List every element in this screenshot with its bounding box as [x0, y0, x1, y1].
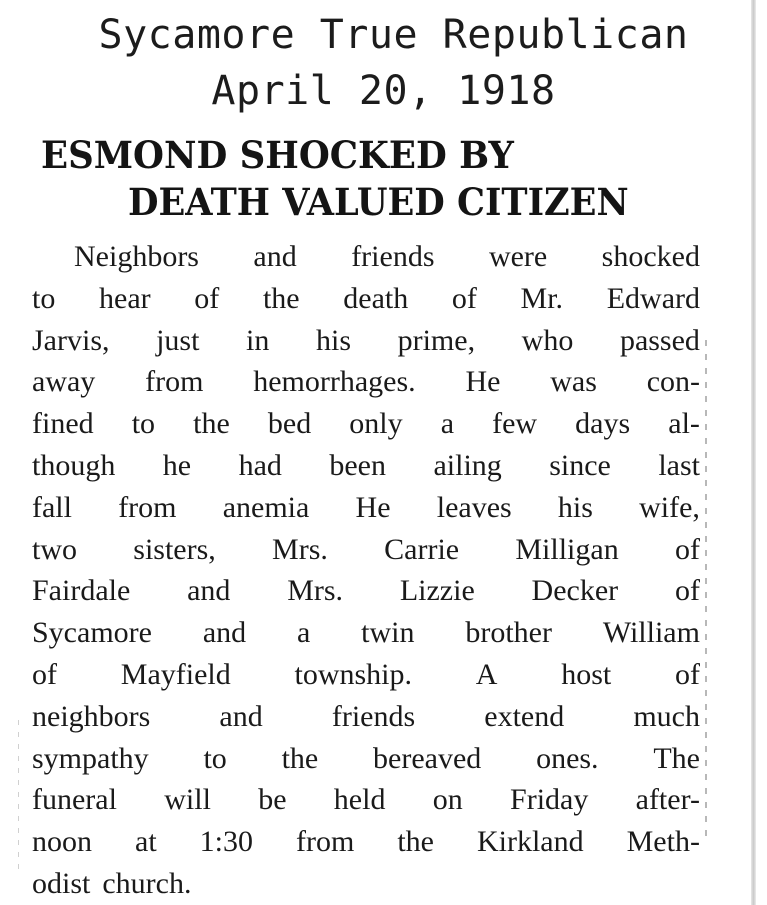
- article-word: anemia: [222, 490, 310, 524]
- column-edge: [705, 340, 707, 840]
- article-word: Fairdale: [32, 574, 131, 608]
- article-word: was: [550, 365, 597, 399]
- article-word: Kirkland: [476, 825, 584, 859]
- article-word: and: [202, 616, 247, 650]
- article-word: a: [440, 407, 455, 441]
- article-word: A: [475, 657, 498, 691]
- article-word: Neighbors: [74, 240, 199, 273]
- article-word: He: [355, 490, 391, 524]
- article-word: few: [492, 407, 538, 441]
- article-line: [32, 863, 700, 905]
- clipping-edge: [18, 720, 19, 870]
- article-word: his: [315, 323, 351, 357]
- article-word: township.: [294, 657, 413, 691]
- article-word: friends: [331, 699, 416, 733]
- article-word: 1:30: [199, 825, 253, 859]
- article-word: to: [32, 281, 56, 315]
- article-word: and: [187, 574, 231, 608]
- article-word: hemorrhages.: [253, 365, 416, 399]
- article-word: only: [349, 407, 403, 441]
- article-word: of: [194, 281, 220, 315]
- article-word: held: [333, 783, 386, 817]
- article-word: from: [145, 365, 204, 399]
- article-word: will: [164, 783, 211, 817]
- article-word: al-: [668, 407, 700, 441]
- article-word: He: [465, 365, 501, 399]
- article-word: extend: [484, 699, 565, 733]
- headline-line-2: DEATH VALUED CITIZEN: [128, 180, 629, 224]
- article-word: to: [203, 741, 227, 775]
- article-word: death: [343, 281, 409, 315]
- article-word: The: [653, 741, 700, 775]
- article-word: ailing: [433, 448, 502, 482]
- article-word: Lizzie: [399, 574, 475, 608]
- article-word: ones.: [536, 741, 599, 775]
- article-word: were: [488, 240, 548, 273]
- article-word: two: [32, 532, 77, 566]
- article-line: [32, 361, 700, 403]
- article-word: the: [281, 741, 319, 775]
- article-word: church.: [102, 866, 192, 900]
- article-word: bed: [267, 407, 312, 441]
- article-word: just: [156, 323, 200, 357]
- article-word: of: [32, 657, 57, 691]
- article-word: con-: [646, 365, 700, 399]
- article-word: of: [674, 574, 700, 608]
- article-word: in: [246, 323, 270, 357]
- article-word: leaves: [436, 490, 512, 524]
- article-word: be: [258, 783, 287, 817]
- article-word: days: [575, 407, 631, 441]
- headline-line-1: ESMOND SHOCKED BY: [41, 133, 514, 177]
- article-word: hear: [99, 281, 151, 315]
- publication-date: April 20, 1918: [211, 68, 556, 114]
- article-word: Meth-: [626, 825, 700, 859]
- article-word: Mrs.: [287, 574, 344, 608]
- article-word: since: [549, 448, 611, 482]
- article-line: [32, 236, 700, 278]
- article-word: neighbors: [32, 699, 151, 733]
- article-word: from: [118, 490, 177, 524]
- article-word: his: [557, 490, 593, 524]
- article-word: prime,: [397, 323, 476, 357]
- article-line: [32, 320, 700, 362]
- article-word: the: [262, 281, 300, 315]
- article-line: [32, 529, 700, 571]
- article-word: much: [633, 699, 700, 733]
- article-word: twin: [361, 616, 415, 650]
- article-word: host: [561, 657, 612, 691]
- article-word: a: [296, 616, 311, 650]
- article-body: [32, 236, 700, 905]
- article-word: of: [451, 281, 477, 315]
- article-word: and: [219, 699, 263, 733]
- article-line: [32, 654, 700, 696]
- article-word: bereaved: [373, 741, 482, 775]
- article-word: Edward: [606, 281, 700, 315]
- article-word: William: [602, 616, 700, 650]
- article-line: [32, 570, 700, 612]
- article-line: [32, 821, 700, 863]
- article-line: [32, 612, 700, 654]
- article-word: to: [131, 407, 156, 441]
- article-word: Mr.: [520, 281, 564, 315]
- article-word: Decker: [531, 574, 619, 608]
- article-word: the: [397, 825, 434, 859]
- article-word: after-: [635, 783, 700, 817]
- article-word: wife,: [639, 490, 700, 524]
- article-word: on: [432, 783, 463, 817]
- publication-name: Sycamore True Republican: [98, 12, 689, 58]
- article-line: [32, 487, 700, 529]
- article-word: friends: [351, 240, 435, 273]
- article-word: from: [296, 825, 355, 859]
- article-line: [32, 738, 700, 780]
- article-word: and: [253, 240, 297, 273]
- article-word: the: [193, 407, 230, 441]
- article-word: sisters,: [133, 532, 216, 566]
- article-word: who: [521, 323, 574, 357]
- article-word: fined: [32, 407, 94, 441]
- article-word: last: [658, 448, 700, 482]
- article-word: of: [675, 657, 700, 691]
- article-word: noon: [32, 825, 92, 859]
- article-line: [32, 779, 700, 821]
- article-word: shocked: [601, 240, 700, 273]
- page-border: [751, 0, 756, 905]
- article-word: fall: [32, 490, 72, 524]
- article-word: odist: [32, 866, 91, 900]
- article-word: Milligan: [515, 532, 619, 566]
- article-word: Friday: [510, 783, 589, 817]
- article-line: [32, 403, 700, 445]
- article-word: Jarvis,: [32, 323, 110, 357]
- article-word: of: [674, 532, 700, 566]
- article-word: sympathy: [32, 741, 149, 775]
- article-line: [32, 696, 700, 738]
- article-word: brother: [465, 616, 552, 650]
- article-word: had: [238, 448, 282, 482]
- article-word: Mayfield: [120, 657, 231, 691]
- article-word: though: [32, 448, 116, 482]
- article-line: [32, 278, 700, 320]
- article-word: Carrie: [384, 532, 460, 566]
- article-word: passed: [619, 323, 700, 357]
- article-word: Mrs.: [272, 532, 328, 566]
- article-word: he: [162, 448, 192, 482]
- article-word: been: [329, 448, 386, 482]
- article-word: Sycamore: [32, 616, 152, 650]
- article-word: away: [32, 365, 96, 399]
- article-word: funeral: [32, 783, 117, 817]
- article-line: [32, 445, 700, 487]
- article-word: at: [135, 825, 157, 859]
